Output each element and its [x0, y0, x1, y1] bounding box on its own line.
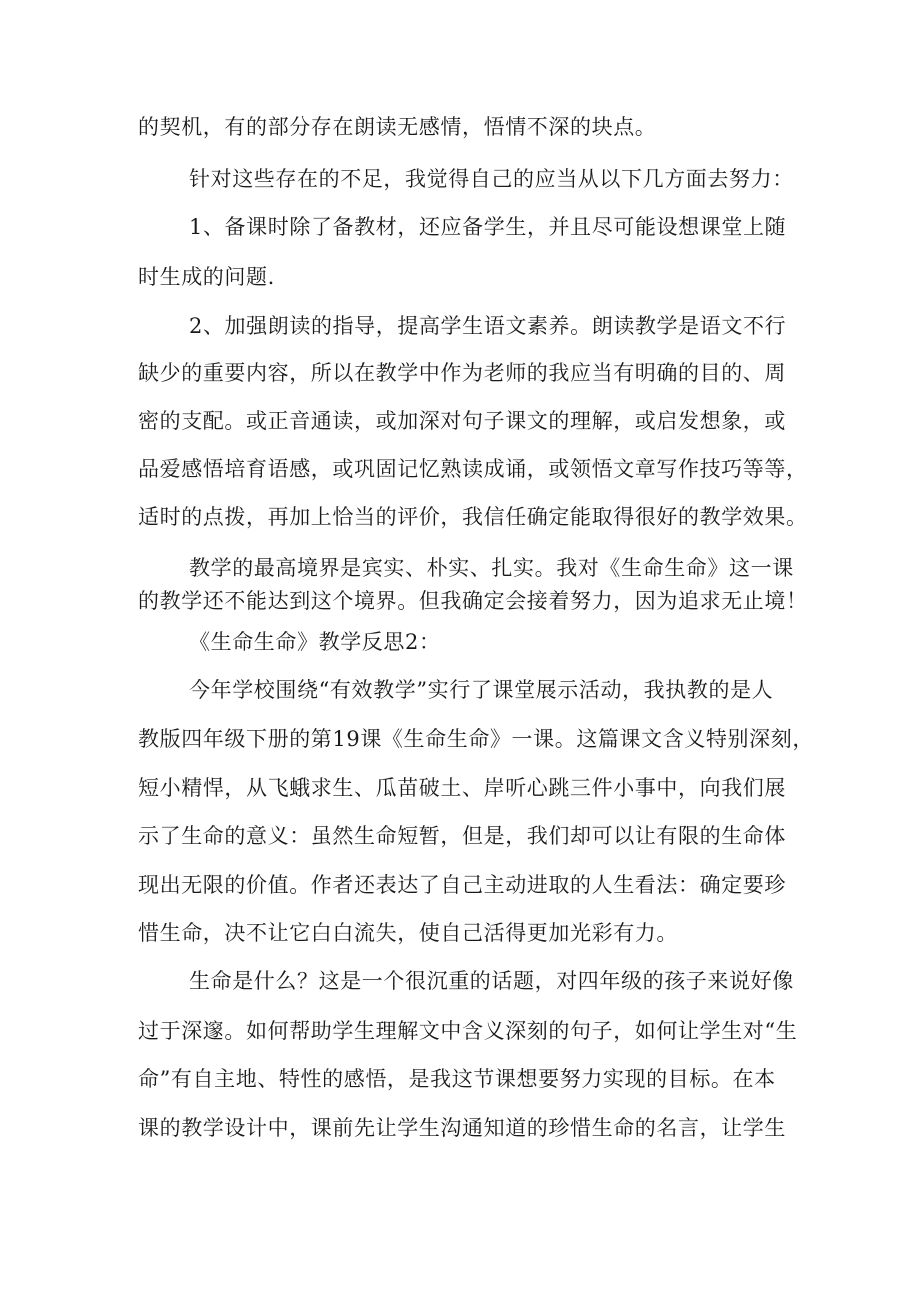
text-line: 短小精悍，从飞蛾求生、瓜苗破土、岸听心跳三件小事中，向我们展: [138, 776, 786, 800]
text-line: 的契机，有的部分存在朗读无感情，悟情不深的块点。: [138, 115, 657, 139]
text-line: 过于深邃。如何帮助学生理解文中含义深刻的句子，如何让学生对“生: [138, 1019, 798, 1043]
text-line: 密的支配。或正音通读，或加深对句子课文的理解，或启发想象，或: [138, 409, 786, 433]
text-line: 缺少的重要内容，所以在教学中作为老师的我应当有明确的目的、周: [138, 361, 786, 385]
text-line: 惜生命，决不让它白白流失，使自己活得更加光彩有力。: [138, 921, 678, 945]
text-line: 时生成的问题.: [138, 265, 275, 289]
text-line: 示了生命的意义：虽然生命短暂，但是，我们却可以让有限的生命体: [138, 824, 786, 848]
text-line: 课的教学设计中，课前先让学生沟通知道的珍惜生命的名言，让学生: [138, 1116, 786, 1140]
text-line: 的教学还不能达到这个境界。但我确定会接着努力，因为追求无止境！: [138, 589, 808, 613]
text-line: 1、备课时除了备教材，还应备学生，并且尽可能设想课堂上随: [189, 215, 787, 239]
text-line: 现出无限的价值。作者还表达了自己主动进取的人生看法：确定要珍: [138, 873, 786, 897]
text-line: 适时的点拨，再加上恰当的评价，我信任确定能取得很好的教学效果。: [138, 505, 808, 529]
text-line: 命”有自主地、特性的感悟，是我这节课想要努力实现的目标。在本: [138, 1067, 776, 1091]
text-line: 教学的最高境界是宾实、朴实、扎实。我对《生命生命》这一课: [189, 556, 794, 580]
text-line: 教版四年级下册的第19课《生命生命》一课。这篇课文含义特别深刻，: [138, 727, 814, 751]
text-line: 今年学校围绕“有效教学”实行了课堂展示活动，我执教的是人: [189, 678, 774, 702]
text-line: 针对这些存在的不足，我觉得自己的应当从以下几方面去努力：: [189, 167, 794, 191]
text-line: 品爱感悟培育语感，或巩固记忆熟读成诵，或领悟文章写作技巧等等，: [138, 457, 808, 481]
text-line: 2、加强朗读的指导，提高学生语文素养。朗读教学是语文不行: [189, 314, 787, 338]
section-heading: 《生命生命》教学反思2：: [189, 630, 441, 654]
text-line: 生命是什么？这是一个很沉重的话题，对四年级的孩子来说好像: [189, 969, 794, 993]
